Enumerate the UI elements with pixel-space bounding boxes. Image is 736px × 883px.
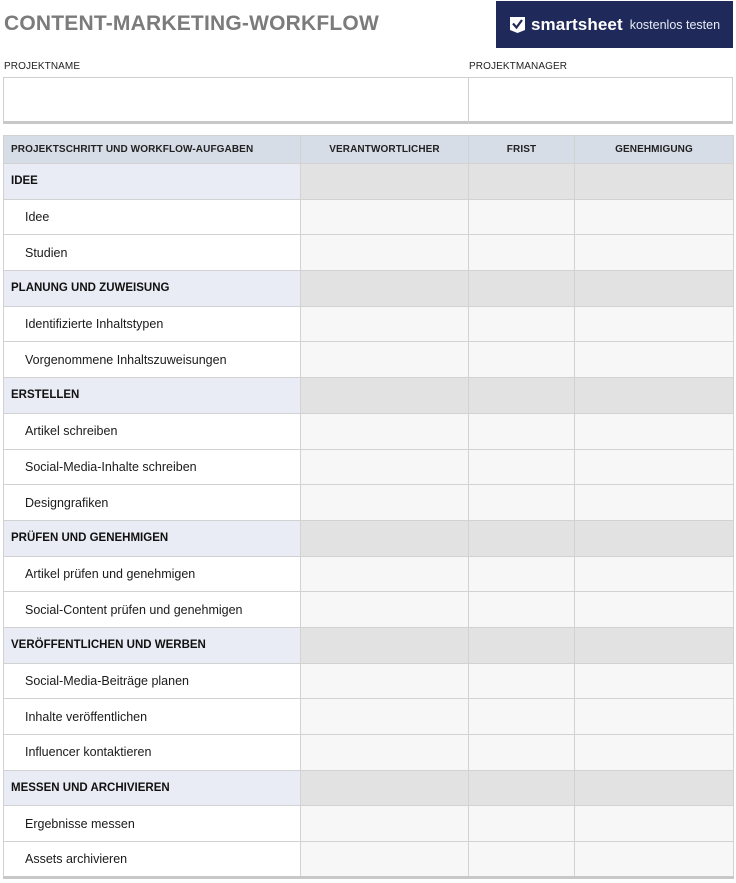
table-header-row bbox=[4, 136, 734, 164]
section-label: MESSEN UND ARCHIVIEREN bbox=[4, 770, 301, 806]
task-row bbox=[4, 485, 734, 521]
task-row bbox=[4, 592, 734, 628]
approval-cell[interactable] bbox=[575, 592, 734, 628]
task-row bbox=[4, 699, 734, 735]
responsible-cell[interactable] bbox=[301, 627, 469, 663]
task-row bbox=[4, 199, 734, 235]
deadline-cell[interactable] bbox=[469, 627, 575, 663]
brand-name: smartsheet bbox=[531, 14, 623, 34]
approval-cell[interactable] bbox=[575, 556, 734, 592]
deadline-cell[interactable] bbox=[469, 342, 575, 378]
approval-cell[interactable] bbox=[575, 199, 734, 235]
section-row bbox=[4, 770, 734, 806]
deadline-cell[interactable] bbox=[469, 164, 575, 200]
project-manager-field[interactable] bbox=[468, 77, 733, 124]
task-row bbox=[4, 413, 734, 449]
responsible-cell[interactable] bbox=[301, 271, 469, 307]
task-row bbox=[4, 842, 734, 878]
deadline-cell[interactable] bbox=[469, 770, 575, 806]
task-label: Inhalte veröffentlichen bbox=[4, 699, 301, 735]
task-label: Idee bbox=[4, 199, 301, 235]
task-label: Designgrafiken bbox=[4, 485, 301, 521]
deadline-cell[interactable] bbox=[469, 592, 575, 628]
responsible-cell[interactable] bbox=[301, 378, 469, 414]
task-label: Vorgenommene Inhaltszuweisungen bbox=[4, 342, 301, 378]
section-label: PRÜFEN UND GENEHMIGEN bbox=[4, 520, 301, 556]
approval-cell[interactable] bbox=[575, 842, 734, 878]
deadline-cell[interactable] bbox=[469, 842, 575, 878]
deadline-cell[interactable] bbox=[469, 663, 575, 699]
task-label: Social-Media-Inhalte schreiben bbox=[4, 449, 301, 485]
section-row bbox=[4, 627, 734, 663]
section-label: PLANUNG UND ZUWEISUNG bbox=[4, 271, 301, 307]
responsible-cell[interactable] bbox=[301, 485, 469, 521]
approval-cell[interactable] bbox=[575, 806, 734, 842]
responsible-cell[interactable] bbox=[301, 413, 469, 449]
approval-cell[interactable] bbox=[575, 449, 734, 485]
task-label: Ergebnisse messen bbox=[4, 806, 301, 842]
deadline-cell[interactable] bbox=[469, 235, 575, 271]
responsible-cell[interactable] bbox=[301, 735, 469, 771]
responsible-cell[interactable] bbox=[301, 449, 469, 485]
section-row bbox=[4, 520, 734, 556]
task-label: Studien bbox=[4, 235, 301, 271]
responsible-cell[interactable] bbox=[301, 520, 469, 556]
deadline-cell[interactable] bbox=[469, 520, 575, 556]
task-row bbox=[4, 735, 734, 771]
deadline-cell[interactable] bbox=[469, 449, 575, 485]
section-row bbox=[4, 271, 734, 307]
task-row bbox=[4, 306, 734, 342]
approval-cell[interactable] bbox=[575, 770, 734, 806]
task-label: Social-Media-Beiträge planen bbox=[4, 663, 301, 699]
workflow-table bbox=[3, 135, 734, 879]
task-label: Influencer kontaktieren bbox=[4, 735, 301, 771]
task-row bbox=[4, 449, 734, 485]
section-label: IDEE bbox=[4, 164, 301, 200]
task-row bbox=[4, 235, 734, 271]
deadline-cell[interactable] bbox=[469, 556, 575, 592]
responsible-cell[interactable] bbox=[301, 235, 469, 271]
section-row bbox=[4, 164, 734, 200]
deadline-cell[interactable] bbox=[469, 199, 575, 235]
deadline-cell[interactable] bbox=[469, 306, 575, 342]
approval-cell[interactable] bbox=[575, 663, 734, 699]
column-header-responsible: VERANTWORTLICHER bbox=[301, 136, 469, 164]
responsible-cell[interactable] bbox=[301, 770, 469, 806]
responsible-cell[interactable] bbox=[301, 699, 469, 735]
responsible-cell[interactable] bbox=[301, 806, 469, 842]
responsible-cell[interactable] bbox=[301, 663, 469, 699]
column-header-task: PROJEKTSCHRITT UND WORKFLOW-AUFGABEN bbox=[4, 136, 301, 164]
approval-cell[interactable] bbox=[575, 306, 734, 342]
task-label: Identifizierte Inhaltstypen bbox=[4, 306, 301, 342]
smartsheet-trial-banner[interactable] bbox=[496, 1, 733, 48]
approval-cell[interactable] bbox=[575, 735, 734, 771]
task-label: Assets archivieren bbox=[4, 842, 301, 878]
approval-cell[interactable] bbox=[575, 413, 734, 449]
approval-cell[interactable] bbox=[575, 271, 734, 307]
column-header-approval: GENEHMIGUNG bbox=[575, 136, 734, 164]
responsible-cell[interactable] bbox=[301, 199, 469, 235]
deadline-cell[interactable] bbox=[469, 271, 575, 307]
approval-cell[interactable] bbox=[575, 485, 734, 521]
task-label: Artikel prüfen und genehmigen bbox=[4, 556, 301, 592]
workflow-table-body bbox=[4, 164, 734, 878]
page-title: CONTENT-MARKETING-WORKFLOW bbox=[4, 12, 379, 35]
task-label: Social-Content prüfen und genehmigen bbox=[4, 592, 301, 628]
responsible-cell[interactable] bbox=[301, 164, 469, 200]
approval-cell[interactable] bbox=[575, 342, 734, 378]
project-manager-label: PROJEKTMANAGER bbox=[469, 61, 568, 72]
responsible-cell[interactable] bbox=[301, 556, 469, 592]
task-row bbox=[4, 342, 734, 378]
responsible-cell[interactable] bbox=[301, 306, 469, 342]
deadline-cell[interactable] bbox=[469, 735, 575, 771]
approval-cell[interactable] bbox=[575, 627, 734, 663]
trial-cta-text: kostenlos testen bbox=[629, 17, 721, 32]
responsible-cell[interactable] bbox=[301, 342, 469, 378]
section-label: VERÖFFENTLICHEN UND WERBEN bbox=[4, 627, 301, 663]
deadline-cell[interactable] bbox=[469, 485, 575, 521]
section-label: ERSTELLEN bbox=[4, 378, 301, 414]
smartsheet-logo-icon bbox=[510, 17, 525, 33]
project-name-field[interactable] bbox=[3, 77, 469, 124]
section-row bbox=[4, 378, 734, 414]
task-row bbox=[4, 556, 734, 592]
approval-cell[interactable] bbox=[575, 235, 734, 271]
deadline-cell[interactable] bbox=[469, 699, 575, 735]
responsible-cell[interactable] bbox=[301, 842, 469, 878]
column-header-deadline: FRIST bbox=[469, 136, 575, 164]
responsible-cell[interactable] bbox=[301, 592, 469, 628]
approval-cell[interactable] bbox=[575, 378, 734, 414]
deadline-cell[interactable] bbox=[469, 413, 575, 449]
deadline-cell[interactable] bbox=[469, 378, 575, 414]
deadline-cell[interactable] bbox=[469, 806, 575, 842]
approval-cell[interactable] bbox=[575, 699, 734, 735]
approval-cell[interactable] bbox=[575, 164, 734, 200]
project-name-label: PROJEKTNAME bbox=[4, 61, 81, 72]
task-label: Artikel schreiben bbox=[4, 413, 301, 449]
task-row bbox=[4, 663, 734, 699]
approval-cell[interactable] bbox=[575, 520, 734, 556]
task-row bbox=[4, 806, 734, 842]
